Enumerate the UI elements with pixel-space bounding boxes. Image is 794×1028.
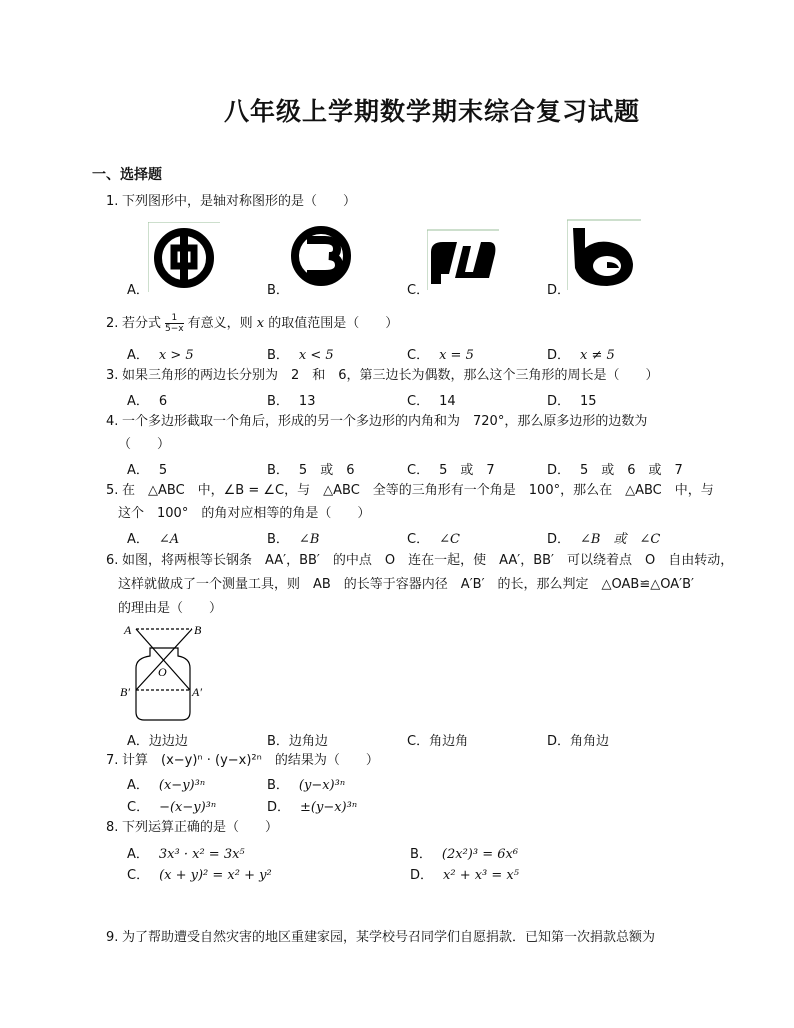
option-c — [127, 864, 272, 883]
question-text: 如图，将两根等长钢条 AA′，BB′ 的中点 O 连在一起，使 AA′，BB′ 可以绕着点 O 自由转动， — [122, 553, 734, 568]
option-d — [410, 864, 519, 883]
question-text: 一个多边形截取一个角后，形成的另一个多边形的内角和为 720°，那么原多边形的边数为 — [122, 414, 648, 429]
option-value: x > 5 — [158, 348, 194, 363]
option-a — [127, 459, 167, 478]
question-text: 有意义，则 — [187, 316, 253, 331]
option-value: 5 或 6 — [298, 463, 355, 478]
option-label: A． — [127, 734, 149, 749]
question-text: 在 △ABC 中，∠B = ∠C，与 △ABC 全等的三角形有一个角是 100°，那么在 △ABC 中，与 — [122, 483, 714, 498]
fraction-numerator: 1 — [171, 313, 178, 323]
option-label: D． — [267, 800, 291, 815]
question-7 — [106, 752, 379, 770]
option-label: B． — [267, 778, 289, 793]
option-b — [267, 730, 328, 749]
option-value: 15 — [580, 394, 597, 409]
option-label: A． — [127, 348, 149, 363]
question-text: 如果三角形的两边长分别为 2 和 6，第三边长为偶数，那么这个三角形的周长是（ ） — [122, 368, 659, 383]
question-1 — [106, 193, 356, 211]
option-label: A． — [127, 394, 149, 409]
option-d — [547, 730, 609, 749]
option-value: 3x³ · x² = 3x⁵ — [158, 847, 245, 862]
b-swirl-logo-icon — [567, 218, 641, 290]
question-text: 下列图形中，是轴对称图形的是（ ） — [122, 194, 357, 209]
question-8 — [106, 819, 278, 837]
option-value: 6 — [158, 394, 168, 409]
circle-b-logo-icon — [287, 222, 357, 290]
question-5 — [106, 482, 714, 500]
option-value: 边边边 — [148, 734, 188, 749]
section-heading: 一、选择题 — [92, 167, 162, 183]
option-c — [407, 730, 468, 749]
option-label: C． — [407, 463, 430, 478]
question-number: 9. — [106, 930, 119, 945]
option-d — [547, 390, 597, 409]
option-value: 5 或 7 — [439, 463, 495, 478]
option-label: D． — [547, 463, 571, 478]
option-a — [127, 730, 188, 749]
option-label: A． — [127, 463, 149, 478]
option-value: (x + y)² = x² + y² — [159, 868, 272, 883]
option-label: D． — [547, 348, 571, 363]
question-text: 下列运算正确的是（ ） — [122, 820, 279, 835]
option-value: (y−x)³ⁿ — [298, 778, 346, 793]
question-number: 1. — [106, 194, 119, 209]
question-9 — [106, 929, 655, 947]
option-b — [267, 459, 354, 478]
question-number: 7. — [106, 753, 119, 768]
question-6-line-2: 这样就做成了一个测量工具，则 AB 的长等于容器内径 A′B′ 的长，那么判定 △OAB≌△OA′B′ — [118, 577, 694, 592]
figure-label-b-prime: B′ — [120, 685, 130, 699]
option-label: B． — [267, 734, 289, 749]
option-label: D． — [547, 734, 571, 749]
option-label: D． — [410, 868, 434, 883]
question-4 — [106, 413, 647, 431]
option-a-label: A． — [127, 283, 149, 298]
option-label: B． — [267, 463, 289, 478]
option-label: C． — [407, 532, 430, 547]
interlock-logo-icon — [427, 222, 499, 292]
question-number: 8. — [106, 820, 119, 835]
option-b — [267, 344, 334, 363]
option-c — [127, 796, 216, 815]
option-label: C． — [127, 868, 150, 883]
question-3 — [106, 367, 659, 385]
option-c-label: C． — [407, 283, 430, 298]
question-text: 计算 (x−y)ⁿ · (y−x)²ⁿ 的结果为（ ） — [122, 753, 379, 768]
option-value: −(x−y)³ⁿ — [159, 800, 217, 815]
question-6 — [106, 552, 733, 570]
option-a — [127, 528, 179, 547]
option-value: x² + x³ = x⁵ — [443, 868, 519, 883]
option-value: (x−y)³ⁿ — [158, 778, 206, 793]
bank-of-china-logo-icon — [148, 222, 220, 292]
question-number: 2. — [106, 316, 119, 331]
question-2 — [106, 313, 398, 334]
option-label: C． — [407, 734, 430, 749]
question-text: 的取值范围是（ ） — [268, 316, 399, 331]
option-c — [407, 390, 456, 409]
option-label: B． — [267, 348, 289, 363]
option-d — [547, 344, 615, 363]
question-number: 3. — [106, 368, 119, 383]
option-label: D． — [547, 532, 571, 547]
option-d — [267, 796, 357, 815]
option-value: ∠B 或 ∠C — [580, 532, 661, 547]
option-b — [267, 774, 345, 793]
option-c — [407, 344, 474, 363]
option-value: ∠A — [158, 532, 180, 547]
option-label: C． — [407, 394, 430, 409]
figure-label-b: B — [194, 623, 202, 637]
fraction — [165, 313, 184, 334]
option-d — [547, 528, 660, 547]
option-d-label: D． — [547, 283, 571, 298]
option-value: x < 5 — [298, 348, 334, 363]
option-label: B． — [267, 532, 289, 547]
variable: x — [256, 316, 265, 331]
question-number: 5. — [106, 483, 119, 498]
option-label: C． — [407, 348, 430, 363]
option-label: D． — [547, 394, 571, 409]
option-value: 角角边 — [570, 734, 610, 749]
option-value: 13 — [298, 394, 316, 409]
figure-label-a-prime: A′ — [192, 685, 202, 699]
option-b-label: B． — [267, 283, 289, 298]
question-6-line-3: 的理由是（ ） — [118, 601, 223, 616]
figure-label-a: A — [124, 623, 132, 637]
question-number: 6. — [106, 553, 119, 568]
question-5-line-2: 这个 100° 的角对应相等的角是（ ） — [118, 506, 371, 521]
option-a — [127, 390, 167, 409]
option-label: B． — [267, 394, 289, 409]
question-text: 若分式 — [122, 316, 162, 331]
option-label: B． — [410, 847, 432, 862]
question-text: 为了帮助遭受自然灾害的地区重建家园，某学校号召同学们自愿捐款．已知第一次捐款总额为 — [122, 930, 656, 945]
option-value: ∠B — [298, 532, 320, 547]
option-d — [547, 459, 683, 478]
question-number: 4. — [106, 414, 119, 429]
fraction-denominator: 5−x — [165, 324, 184, 334]
option-value: (2x²)³ = 6x⁶ — [441, 847, 519, 862]
option-a — [127, 843, 245, 862]
option-c — [407, 528, 460, 547]
option-label: C． — [127, 800, 150, 815]
option-b — [267, 390, 315, 409]
option-label: A． — [127, 778, 149, 793]
option-a — [127, 774, 205, 793]
option-b — [410, 843, 518, 862]
question-4-line-2: （ ） — [118, 437, 171, 452]
option-value: 角边角 — [429, 734, 469, 749]
option-value: ∠C — [439, 532, 460, 547]
option-value: 5 或 6 或 7 — [580, 463, 683, 478]
option-b — [267, 528, 319, 547]
page-title: 八年级上学期数学期末综合复习试题 — [223, 97, 640, 126]
option-label: A． — [127, 532, 149, 547]
option-c — [407, 459, 495, 478]
option-value: x = 5 — [439, 348, 474, 363]
option-value: x ≠ 5 — [580, 348, 615, 363]
option-value: 5 — [158, 463, 168, 478]
option-value: 14 — [439, 394, 456, 409]
figure-label-o: O — [158, 665, 167, 679]
option-value: ±(y−x)³ⁿ — [300, 800, 358, 815]
option-value: 边角边 — [288, 734, 328, 749]
option-label: A． — [127, 847, 149, 862]
measuring-tool-figure — [120, 620, 210, 724]
option-a — [127, 344, 194, 363]
